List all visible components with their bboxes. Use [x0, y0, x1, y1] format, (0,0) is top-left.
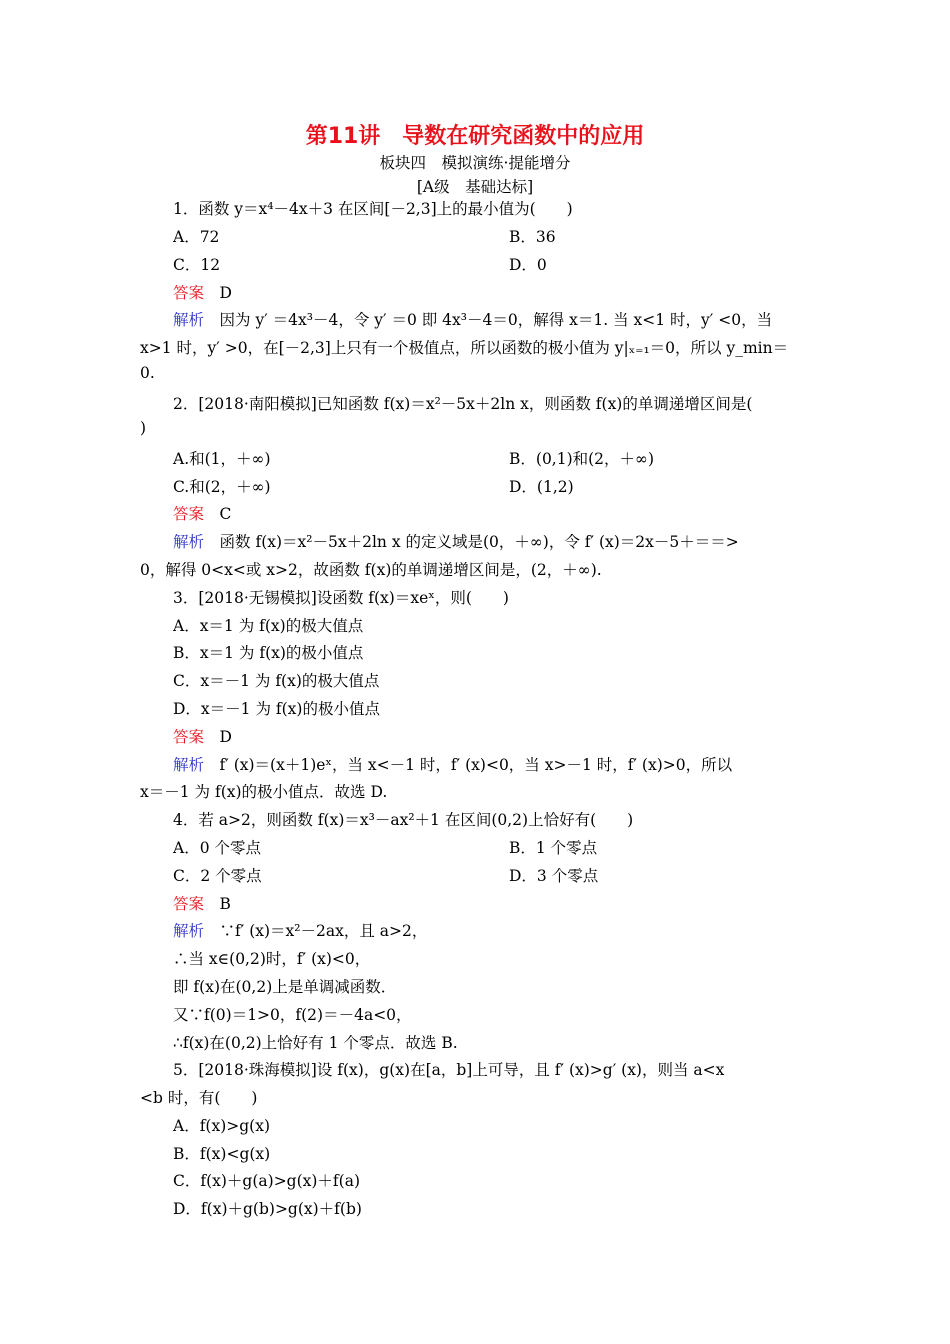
q1-explanation-line2: x>1 时，y′ >0，在[－2,3]上只有一个极值点，所以函数的极小值为 y|ₓ₌₁＝0，所以 y_min＝ [140, 339, 789, 357]
q1-option-a: A．72 [173, 228, 220, 246]
section-subtitle: 板块四 模拟演练·提能增分 [379, 154, 571, 172]
q2-explanation-line1 [173, 530, 739, 552]
q5-option-c: C．f(x)＋g(a)>g(x)＋f(a) [173, 1172, 361, 1190]
q2-option-d: D．(1,2) [509, 478, 574, 496]
q3-explanation-line2: x＝－1 为 f(x)的极小值点．故选 D. [140, 783, 388, 801]
q1-option-d: D．0 [509, 256, 547, 274]
answer-label: 答案 [173, 895, 205, 913]
explanation-label: 解析 [173, 756, 205, 774]
q1-option-c: C．12 [173, 256, 221, 274]
q4-explanation-line1 [173, 919, 427, 941]
explanation-label: 解析 [173, 533, 205, 551]
lesson-title: 第11讲 导数在研究函数中的应用 [305, 124, 645, 149]
explanation-label: 解析 [173, 311, 205, 329]
q1-answer [173, 281, 232, 303]
q1-explanation-line3: 0. [140, 364, 155, 382]
answer-label: 答案 [173, 284, 205, 302]
answer-label: 答案 [173, 728, 205, 746]
explanation-text: f′ (x)＝(x＋1)eˣ，当 x<－1 时，f′ (x)<0，当 x>－1 时，f′ (x)>0，所以 [219, 756, 733, 774]
answer-value: C [219, 505, 232, 523]
answer-value: D [219, 728, 232, 746]
q2-option-b: B．(0,1)和(2，＋∞) [509, 450, 655, 468]
q2-stem-line1: 2．[2018·南阳模拟]已知函数 f(x)＝x²－5x＋2ln x，则函数 f(x)的单调递增区间是( [173, 395, 753, 413]
q4-answer [173, 892, 231, 914]
q3-option-c: C．x＝－1 为 f(x)的极大值点 [173, 672, 380, 690]
q4-explanation-line3: 即 f(x)在(0,2)上是单调减函数． [173, 978, 397, 996]
answer-value: D [219, 284, 232, 302]
explanation-label: 解析 [173, 922, 205, 940]
q2-stem-line2: ) [140, 419, 147, 437]
q5-stem-line1: 5．[2018·珠海模拟]设 f(x)，g(x)在[a，b]上可导，且 f′ (x)>g′ (x)，则当 a<x [173, 1061, 725, 1079]
explanation-text: 函数 f(x)＝x²－5x＋2ln x 的定义域是(0，＋∞)，令 f′ (x)＝2x－5＋＝＝> [219, 533, 739, 551]
q5-option-d: D．f(x)＋g(b)>g(x)＋f(b) [173, 1200, 362, 1218]
q1-stem: 1．函数 y＝x⁴－4x＋3 在区间[－2,3]上的最小值为( ) [173, 200, 573, 218]
q3-option-b: B．x＝1 为 f(x)的极小值点 [173, 644, 364, 662]
q3-stem: 3．[2018·无锡模拟]设函数 f(x)＝xeˣ，则( ) [173, 589, 509, 607]
answer-value: B [219, 895, 231, 913]
q3-explanation-line1 [173, 753, 732, 775]
q3-option-d: D．x＝－1 为 f(x)的极小值点 [173, 700, 380, 718]
q2-explanation-line2: 0，解得 0<x<或 x>2，故函数 f(x)的单调递增区间是，(2，＋∞). [140, 561, 602, 579]
level-heading: [A级 基础达标] [416, 178, 534, 196]
answer-label: 答案 [173, 505, 205, 523]
q5-option-a: A．f(x)>g(x) [173, 1117, 271, 1135]
q4-option-b: B．1 个零点 [509, 839, 598, 857]
q2-answer [173, 502, 231, 524]
q4-stem: 4．若 a>2，则函数 f(x)＝x³－ax²＋1 在区间(0,2)上恰好有( ) [173, 811, 634, 829]
q1-explanation-line1 [173, 308, 772, 330]
q4-option-c: C．2 个零点 [173, 867, 262, 885]
q4-option-d: D．3 个零点 [509, 867, 599, 885]
q3-option-a: A．x＝1 为 f(x)的极大值点 [173, 617, 364, 635]
q2-option-c: C.和(2，＋∞) [173, 478, 271, 496]
q3-answer [173, 725, 232, 747]
q5-option-b: B．f(x)<g(x) [173, 1145, 271, 1163]
explanation-text: ∵f′ (x)＝x²－2ax，且 a>2， [219, 922, 428, 940]
q4-explanation-line4: 又∵f(0)＝1>0，f(2)＝－4a<0， [173, 1006, 412, 1024]
explanation-text: 因为 y′ ＝4x³－4，令 y′ ＝0 即 4x³－4＝0，解得 x＝1. 当 x<1 时，y′ <0，当 [219, 311, 773, 329]
q5-stem-line2: <b 时，有( ) [140, 1089, 258, 1107]
q1-option-b: B．36 [509, 228, 556, 246]
q4-explanation-line5: ∴f(x)在(0,2)上恰好有 1 个零点．故选 B. [173, 1034, 458, 1052]
q4-option-a: A．0 个零点 [173, 839, 261, 857]
q2-option-a: A.和(1，＋∞) [173, 450, 271, 468]
q4-explanation-line2: ∴当 x∈(0,2)时，f′ (x)<0， [173, 950, 371, 968]
